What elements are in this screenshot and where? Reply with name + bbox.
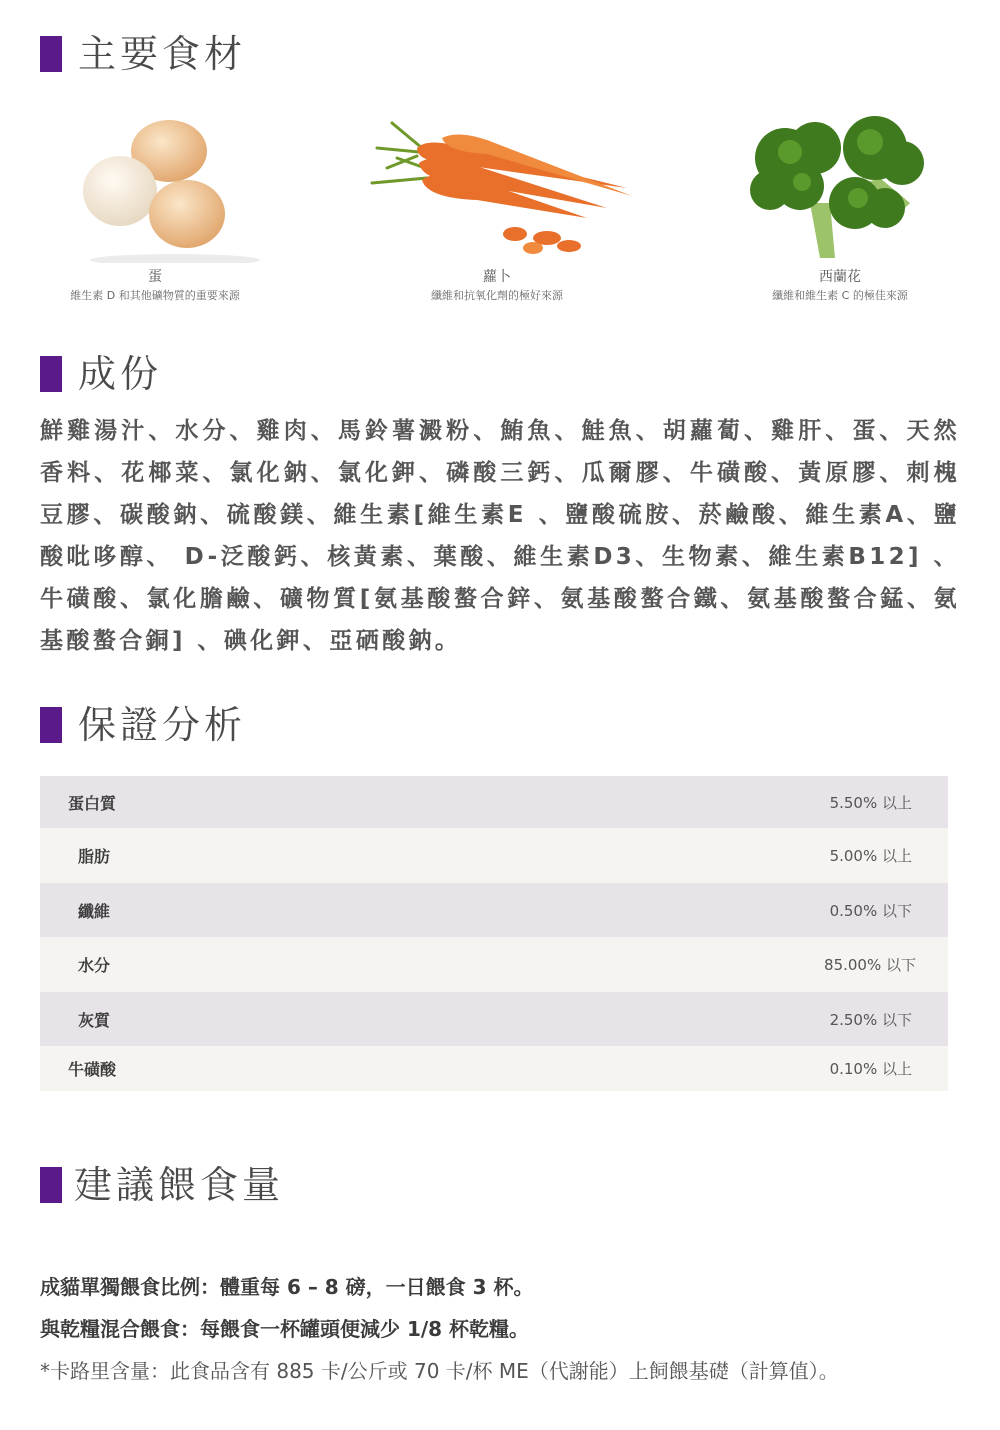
ingredient-name: 蛋	[148, 269, 162, 285]
section-title: 保證分析	[78, 703, 247, 747]
section-accent-bar	[40, 1167, 62, 1203]
ingredient-desc: 維生素 D 和其他礦物質的重要來源	[70, 289, 240, 302]
nutrient-value: 5.50% 以上	[829, 793, 912, 812]
ingredient-card-carrot	[347, 108, 647, 305]
nutrient-value: 85.00% 以下	[824, 956, 916, 974]
feeding-line: 與乾糧混合餵食：每餵食一杯罐頭便減少 1/8 杯乾糧。	[40, 1317, 530, 1341]
ingredient-name: 蘿卜	[483, 269, 511, 285]
ingredient-desc: 纖維和抗氧化劑的極好來源	[431, 289, 563, 302]
nutrient-label: 牛磺酸	[68, 1060, 117, 1079]
eggs-image	[5, 108, 305, 263]
nutrient-label: 脂肪	[78, 847, 111, 866]
nutrient-label: 灰質	[78, 1010, 111, 1030]
section-ingredients	[40, 352, 163, 396]
nutrient-label: 蛋白質	[68, 793, 117, 813]
table-row	[40, 937, 948, 992]
feeding-line: 成貓單獨餵食比例：體重每 6 – 8 磅，一日餵食 3 杯。	[40, 1275, 534, 1299]
nutrient-value: 5.00% 以上	[829, 847, 912, 865]
section-title: 成份	[78, 352, 163, 396]
section-feeding	[40, 1163, 285, 1207]
section-accent-bar	[40, 356, 62, 392]
section-accent-bar	[40, 707, 62, 743]
table-row	[40, 883, 948, 937]
nutrient-label: 纖維	[78, 901, 111, 921]
nutrient-value: 0.50% 以下	[829, 901, 912, 920]
nutrient-value: 0.10% 以上	[829, 1060, 912, 1078]
carrots-image	[347, 108, 647, 263]
ingredient-card-egg	[5, 108, 305, 305]
analysis-table	[40, 776, 948, 1091]
nutrient-value: 2.50% 以下	[829, 1010, 912, 1029]
table-row	[40, 1046, 948, 1091]
ingredient-name: 西蘭花	[819, 269, 861, 285]
composition-text: 鮮雞湯汁、水分、雞肉、馬鈴薯澱粉、鮪魚、鮭魚、胡蘿蔔、雞肝、蛋、天然香料、花椰菜、氯化鈉、氯化鉀、磷酸三鈣、瓜爾膠、牛磺酸、黃原膠、刺槐豆膠、碳酸鈉、硫酸鎂、維生素[維生素E 、鹽酸硫胺、菸鹼酸、維生素A、鹽酸吡哆醇、 D-泛酸鈣、核黃素、葉酸、維生素D3、生物素、維生素B12] 、牛磺酸、氯化膽鹼、礦物質[氨基酸螯合鋅、氨基酸螯合鐵、氨基酸螯合錳、氨基酸螯合銅] 、碘化鉀、亞硒酸鈉。	[40, 418, 960, 654]
ingredient-card-broccoli	[690, 108, 990, 305]
section-accent-bar	[40, 36, 62, 72]
broccoli-image	[690, 108, 990, 263]
section-analysis	[40, 703, 247, 747]
table-row	[40, 776, 948, 828]
nutrient-label: 水分	[78, 956, 111, 975]
section-title: 建議餵食量	[74, 1163, 285, 1207]
ingredient-desc: 纖維和維生素 C 的極佳來源	[772, 289, 908, 302]
feeding-guide	[40, 1266, 960, 1392]
calorie-note: *卡路里含量：此食品含有 885 卡/公斤或 70 卡/杯 ME（代謝能）上飼餵基礎（計算值）。	[40, 1359, 839, 1383]
table-row	[40, 992, 948, 1046]
section-main-ingredients	[40, 32, 247, 76]
section-title: 主要食材	[78, 32, 247, 76]
table-row	[40, 828, 948, 883]
